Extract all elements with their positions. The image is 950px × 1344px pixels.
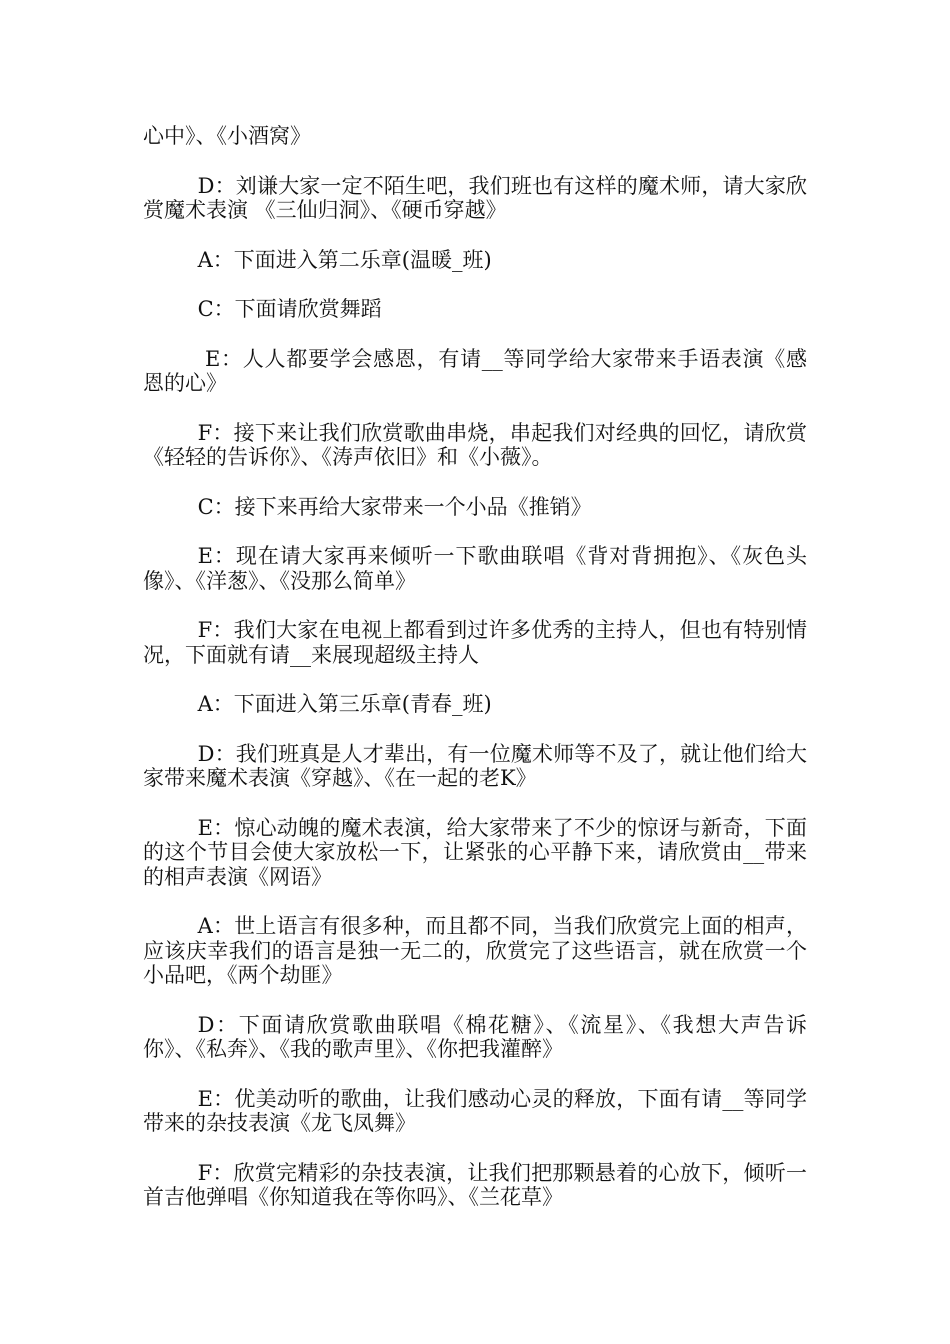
paragraph-c-skit: C：接下来再给大家带来一个小品《推销》 (197, 494, 592, 519)
paragraph-f-host: F：我们大家在电视上都看到过许多优秀的主持人，但也有特别情况，下面就有请__来展现超级主持人 (143, 618, 807, 667)
paragraph-a-movement-three: A：下面进入第三乐章(青春_班) (197, 692, 492, 716)
paragraph-e-acrobatics: E：优美动听的歌曲，让我们感动心灵的释放，下面有请__等同学带来的杂技表演《龙飞凤舞》 (143, 1086, 807, 1135)
document-body (143, 124, 807, 1235)
paragraph-d-magic-show: D：我们班真是人才辈出，有一位魔术师等不及了，就让他们给大家带来魔术表演《穿越》、《在一起的老K》 (143, 741, 807, 790)
paragraph-a-language-skit: A：世上语言有很多种，而且都不同，当我们欣赏完上面的相声，应该庆幸我们的语言是独一无二的，欣赏完了这些语言，就在欣赏一个小品吧，《两个劫匪》 (143, 914, 807, 987)
paragraph-e-song-chorus: E：现在请大家再来倾听一下歌曲联唱《背对背拥抱》、《灰色头像》、《洋葱》、《没那么简单》 (143, 544, 807, 593)
paragraph-continuation: 心中》、《小酒窝》 (143, 124, 311, 148)
paragraph-e-sign-language: E：人人都要学会感恩，有请__等同学给大家带来手语表演《感恩的心》 (143, 346, 807, 395)
paragraph-f-song-medley: F：接下来让我们欣赏歌曲串烧，串起我们对经典的回忆，请欣赏《轻轻的告诉你》、《涛声依旧》和《小薇》。 (143, 420, 807, 469)
paragraph-e-crosstalk: E：惊心动魄的魔术表演，给大家带来了不少的惊讶与新奇，下面的这个节目会使大家放松一下，让紧张的心平静下来，请欣赏由__带来的相声表演《网语》 (143, 815, 807, 889)
paragraph-f-guitar: F：欣赏完精彩的杂技表演，让我们把那颗悬着的心放下，倾听一首吉他弹唱《你知道我在等你吗》、《兰花草》 (143, 1160, 807, 1209)
paragraph-d-magic-intro: D：刘谦大家一定不陌生吧，我们班也有这样的魔术师，请大家欣赏魔术表演 《三仙归洞》、《硬币穿越》 (143, 173, 807, 222)
paragraph-c-dance: C：下面请欣赏舞蹈 (197, 297, 382, 321)
paragraph-a-movement-two: A：下面进入第二乐章(温暖_班) (197, 247, 492, 272)
paragraph-d-song-chorus: D：下面请欣赏歌曲联唱《棉花糖》、《流星》、《我想大声告诉你》、《私奔》、《我的歌声里》、《你把我灌醉》 (143, 1012, 807, 1061)
